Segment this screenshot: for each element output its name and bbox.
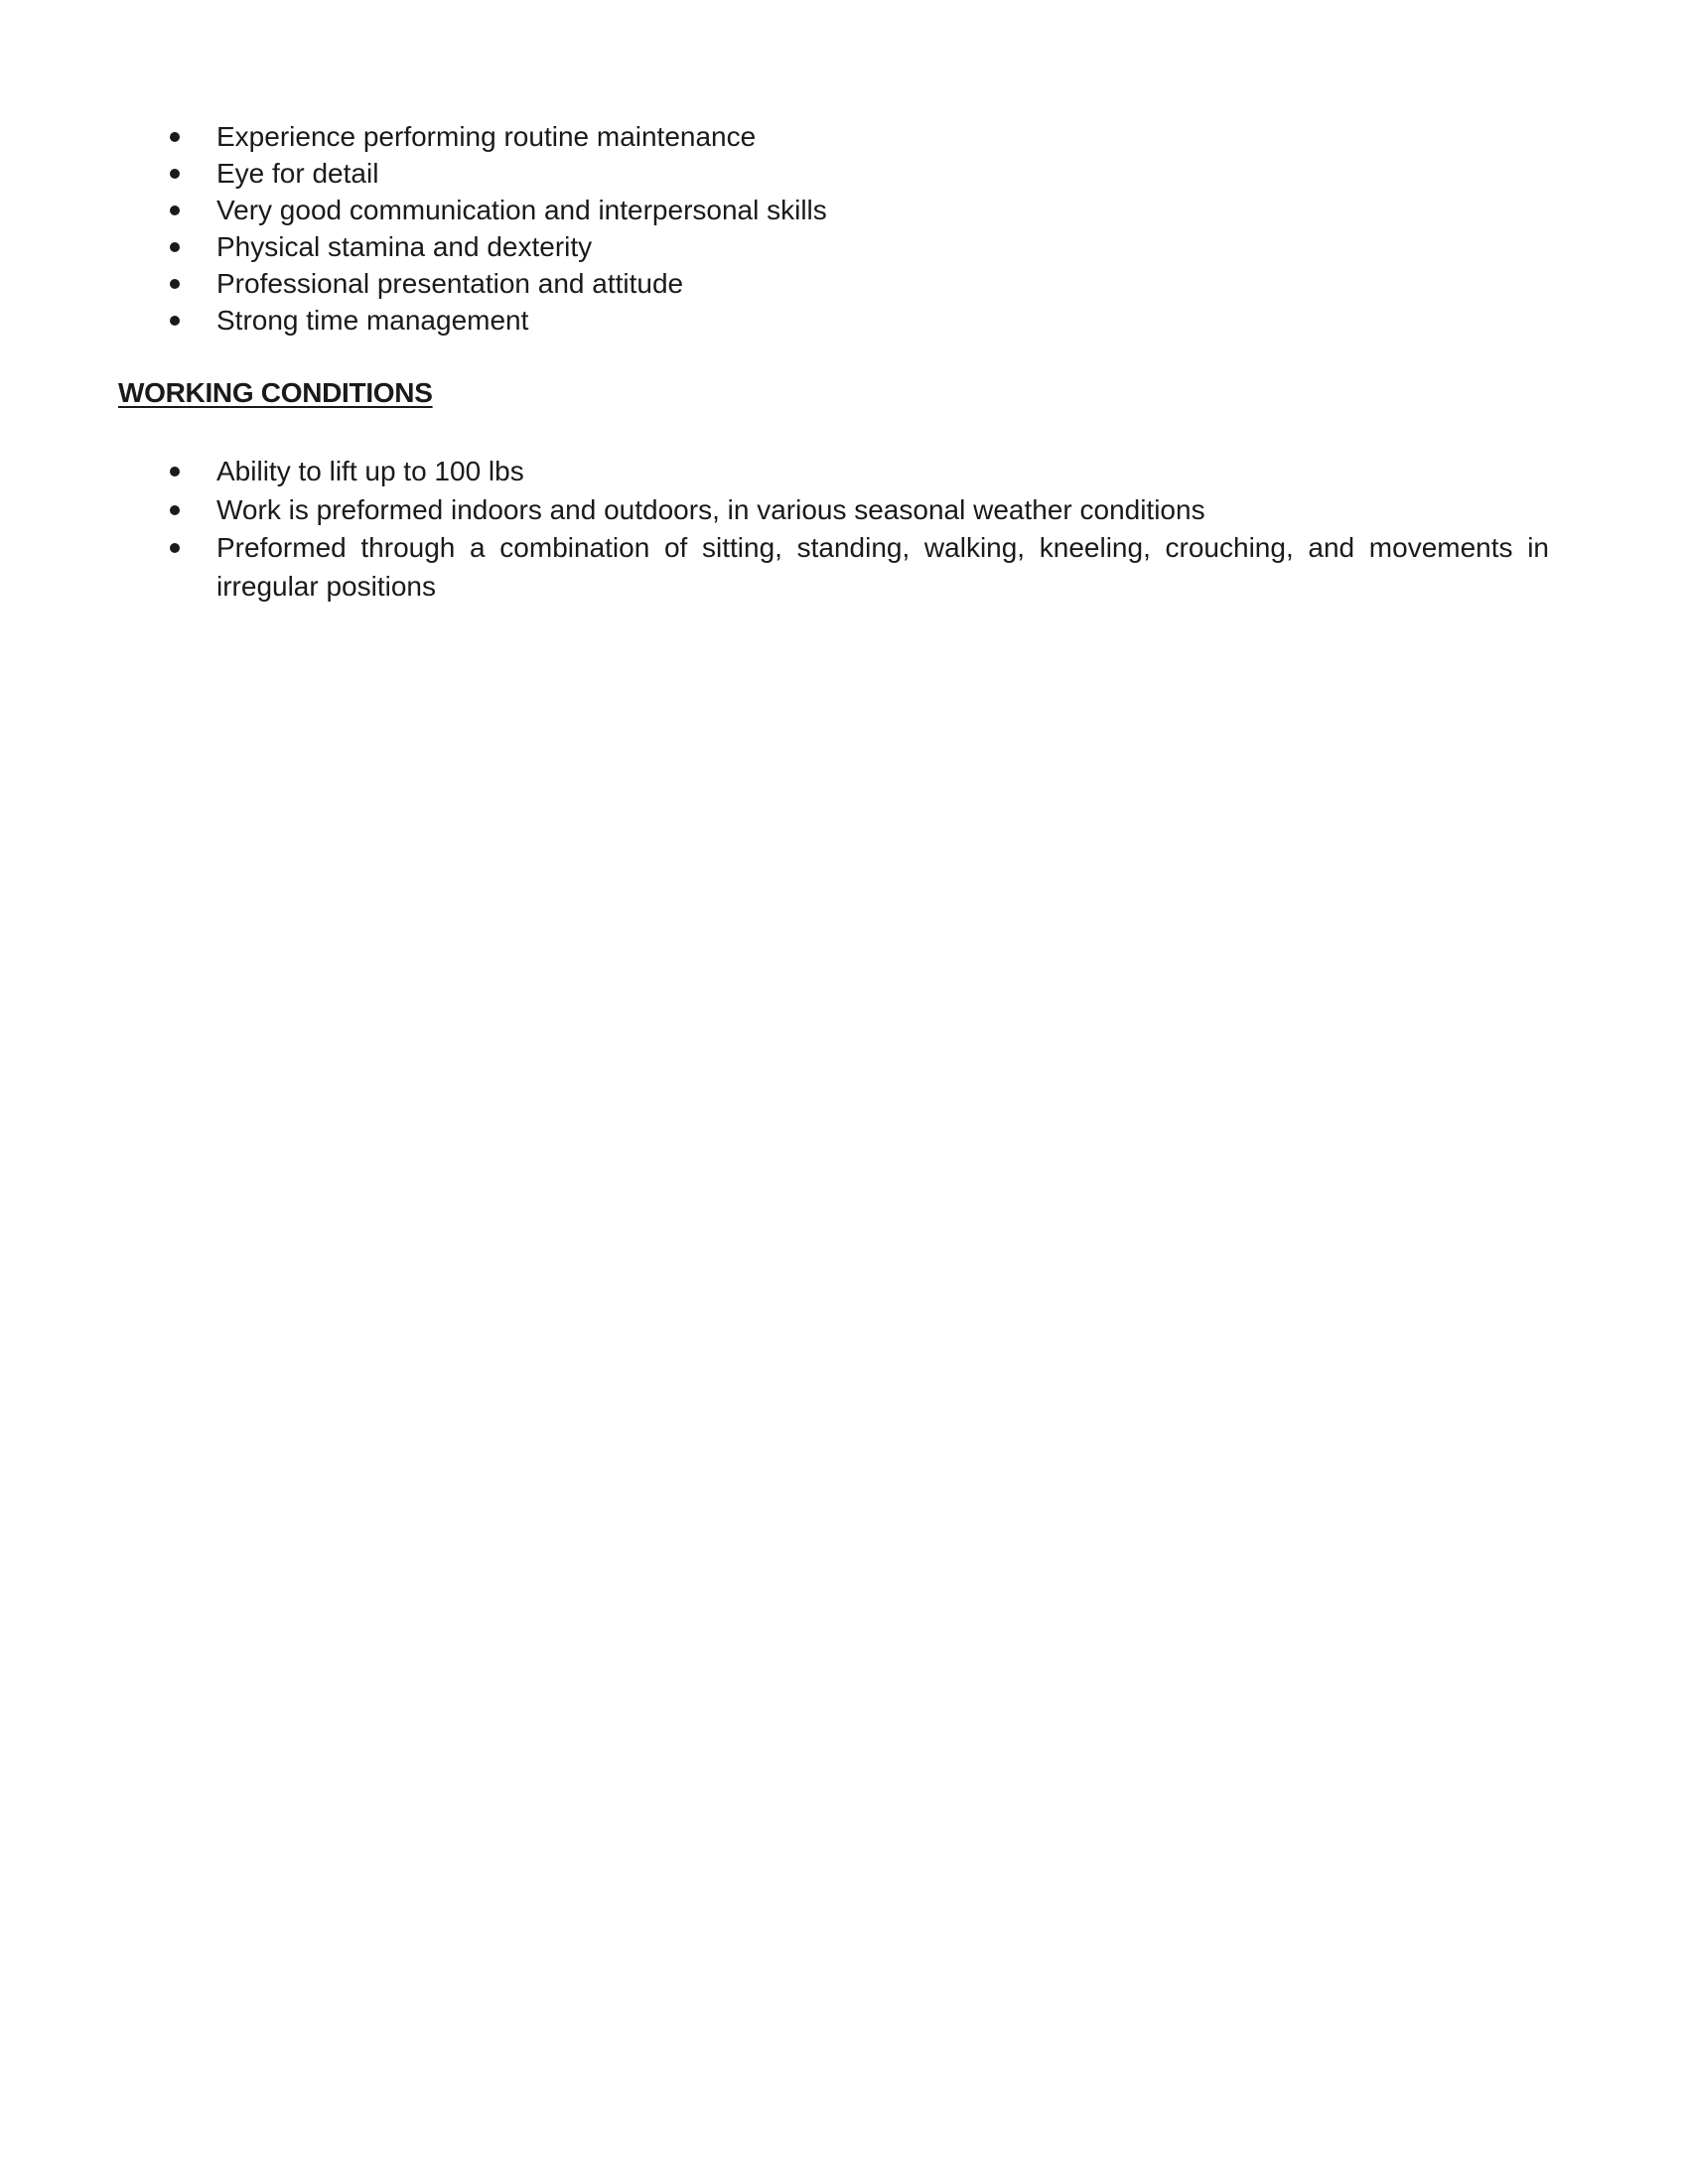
list-item-text: Physical stamina and dexterity: [216, 231, 593, 262]
skills-list: [159, 118, 1549, 339]
bullet-icon: [170, 316, 180, 326]
bullet-icon: [170, 467, 180, 477]
bullet-icon: [170, 279, 180, 289]
list-item: [159, 529, 1549, 606]
list-item-text: Ability to lift up to 100 lbs: [216, 456, 524, 486]
section-heading-working-conditions: WORKING CONDITIONS: [118, 377, 433, 408]
list-item-text: Strong time management: [216, 305, 529, 336]
bullet-icon: [170, 205, 180, 215]
working-conditions-list: [159, 453, 1549, 606]
list-item-text: Preformed through a combination of sitting, standing, walking, kneeling, crouching, and movements in irregular positions: [216, 532, 1549, 602]
list-item: [159, 453, 1549, 491]
bullet-icon: [170, 132, 180, 142]
list-item: [159, 118, 1549, 155]
list-item: [159, 302, 1549, 339]
list-item-text: Work is preformed indoors and outdoors, in various seasonal weather conditions: [216, 493, 1205, 525]
bullet-icon: [170, 505, 180, 515]
bullet-icon: [170, 169, 180, 179]
list-item-text: Eye for detail: [216, 158, 379, 189]
bullet-icon: [170, 543, 180, 553]
bullet-icon: [170, 242, 180, 252]
list-item: [159, 192, 1549, 228]
list-item: [159, 491, 1549, 530]
list-item: [159, 265, 1549, 302]
list-item-text: Very good communication and interpersonal skills: [216, 195, 827, 225]
list-item-text: Professional presentation and attitude: [216, 268, 684, 299]
list-item-text: Experience performing routine maintenance: [216, 121, 757, 152]
list-item: [159, 228, 1549, 265]
list-item: [159, 155, 1549, 192]
